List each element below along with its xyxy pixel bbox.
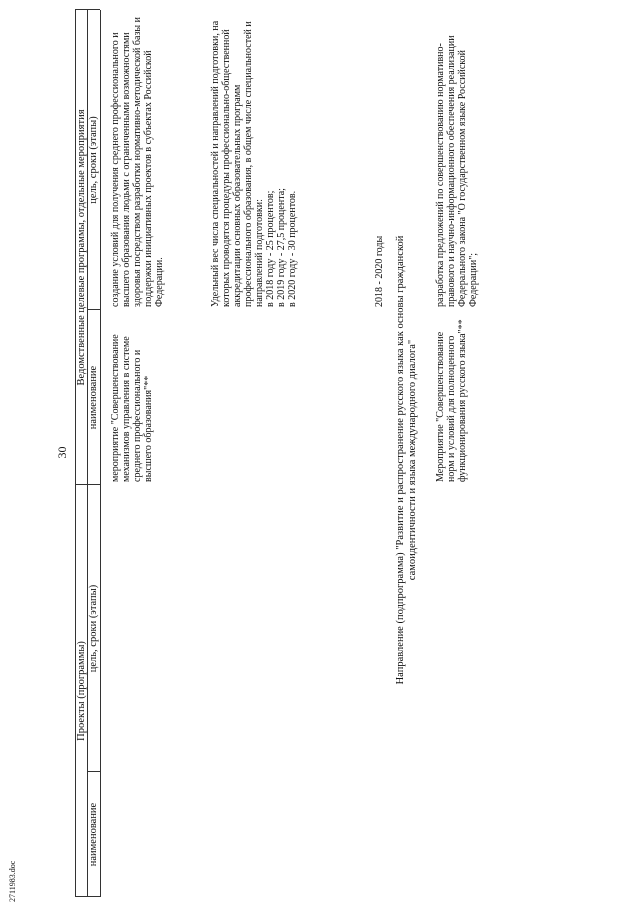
header-goal-left: цель, сроки (этапы) <box>88 584 99 673</box>
measure-name: Мероприятие "Совершенствование норм и условий для полноценного функционирования русского языка"** <box>435 319 468 482</box>
measure-name: мероприятие "Совершенствование механизмов управления в системе среднего профессионального и высшего образования"** <box>110 334 154 482</box>
period: 2018 - 2020 годы <box>374 235 385 307</box>
footer-code: 2711983.doc <box>8 860 17 902</box>
header-departmental: Ведомственные целевые программы, отдельные мероприятия <box>76 109 87 386</box>
header-bottom-border <box>100 10 101 897</box>
goal-description: создание условий для получения среднего профессионального и высшего образования людьми с ограниченными возможностями здоровья посредством разработки нормативно-методической базы и поддержки инициативных проектов в субъектах Российской Федерации. <box>110 17 165 307</box>
indicator-line: в 2020 году - 30 процентов. <box>287 190 298 307</box>
header-name-right: наименование <box>88 365 99 430</box>
indicator-line: в 2019 году - 27,5 процента; <box>276 188 287 307</box>
indicator-block <box>210 15 298 307</box>
page-number: 30 <box>55 446 69 459</box>
header-goal-right: цель, сроки (этапы) <box>88 116 99 204</box>
indicator-intro: Удельный вес числа специальностей и направлений подготовки, на которых проводятся процедуры профессионально-общественной аккредитации основных образовательных программ профессионального образования, в общем числе специальностей и направлений подготовки: <box>210 20 265 307</box>
header-projects: Проекты (программы) <box>76 641 87 741</box>
section-title: Направление (подпрограмма) "Развитие и распространение русского языка как основы гражданской самоидентичности и языка международного диалога" <box>395 235 418 685</box>
header-name-left: наименование <box>88 802 99 867</box>
indicator-line: в 2018 году - 25 процентов; <box>265 190 276 307</box>
goal-description: разработка предложений по совершенствованию нормативно-правового и научно-информационного обеспечения реализации Федерального закона "О государственном языке Российской Федерации"; <box>435 35 479 307</box>
